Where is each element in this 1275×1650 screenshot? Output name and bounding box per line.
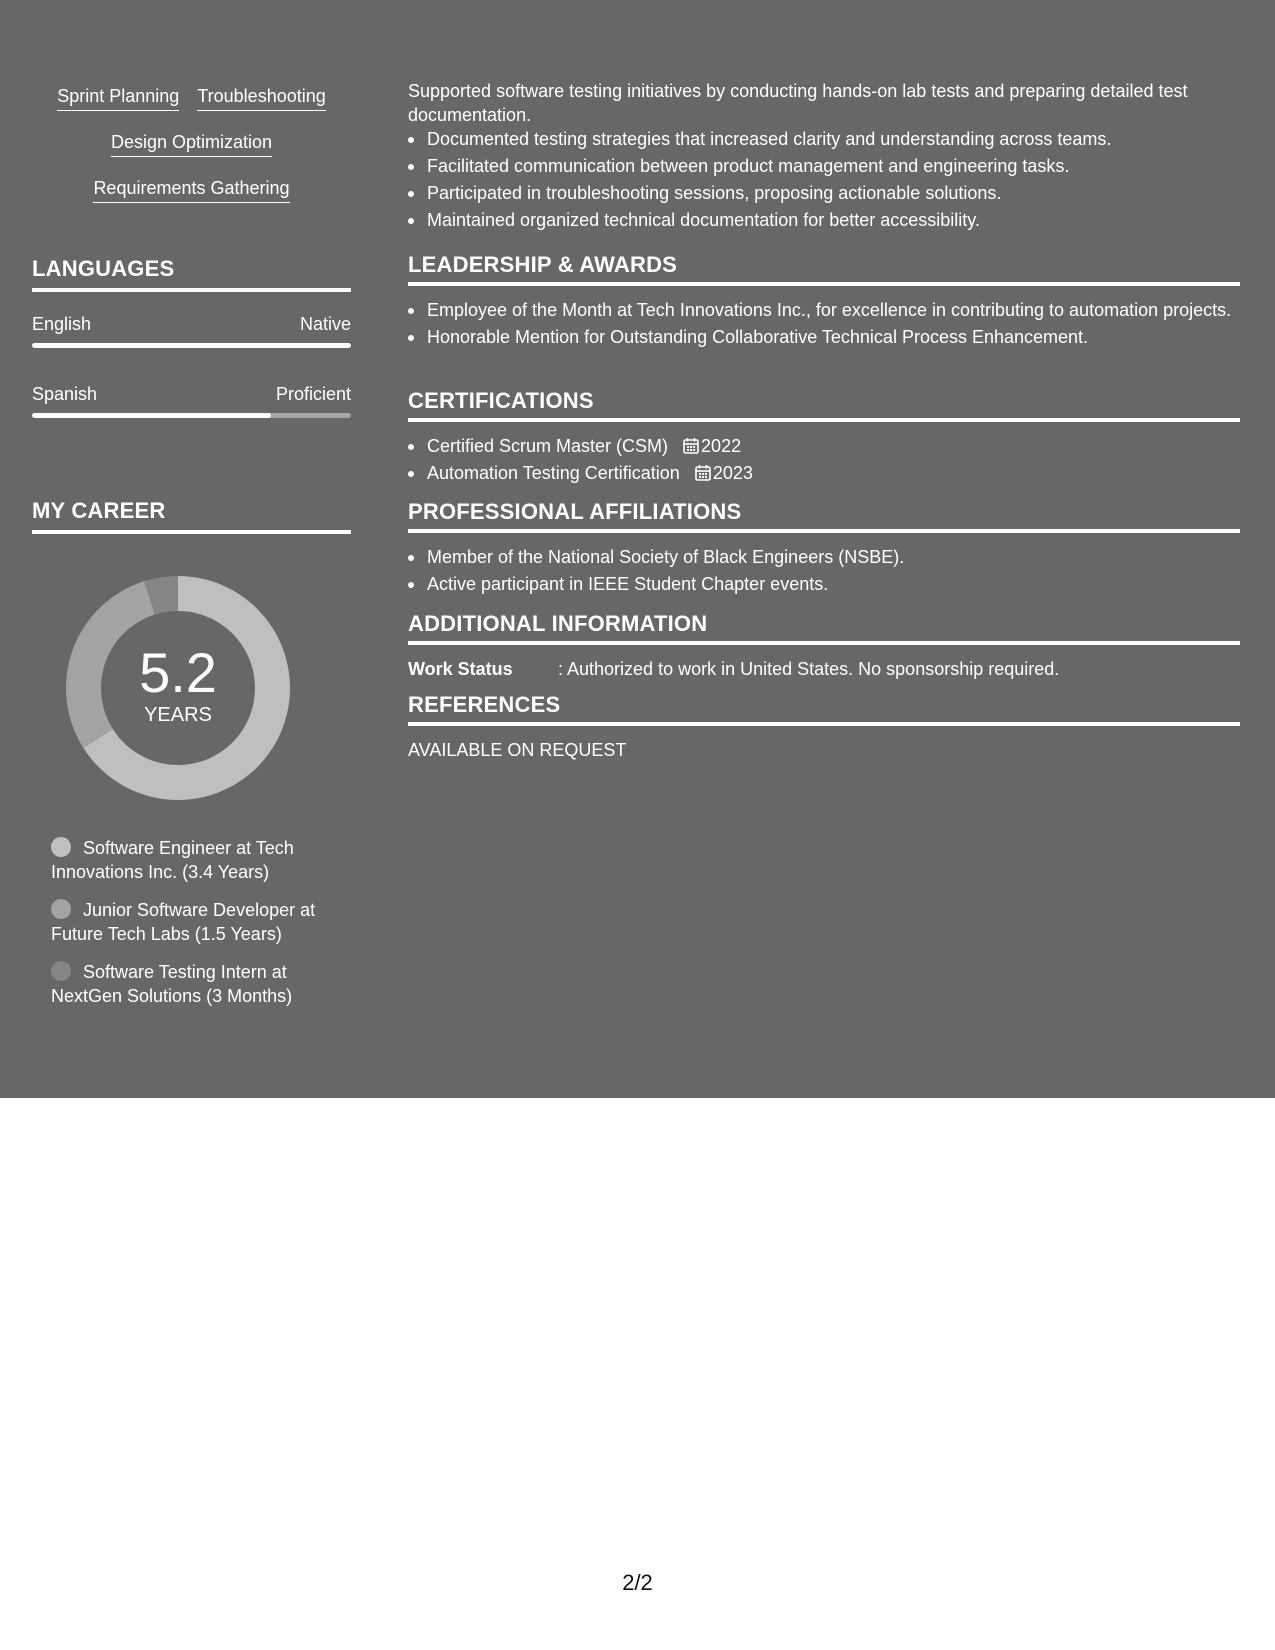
leadership-item: Honorable Mention for Outstanding Collaborative Technical Process Enhancement. [408, 325, 1240, 349]
section-divider [32, 288, 351, 292]
certification-year: 2023 [712, 463, 753, 483]
language-name: English [32, 314, 92, 334]
references-title: REFERENCES [408, 692, 561, 717]
skill-tag: Sprint Planning [57, 86, 179, 111]
certifications-title: CERTIFICATIONS [408, 388, 594, 413]
section-divider [32, 530, 351, 534]
certification-name: Automation Testing Certification [427, 463, 680, 483]
language-level: Native [299, 314, 351, 334]
career-title: MY CAREER [32, 498, 166, 523]
language-proficiency-bar [32, 413, 351, 418]
experience-bullet: Facilitated communication between product management and engineering tasks. [408, 154, 1240, 178]
legend-dot-icon [51, 837, 71, 857]
affiliations-section [408, 499, 1240, 599]
skills-row [32, 132, 351, 157]
section-divider [408, 282, 1240, 286]
experience-continuation [408, 79, 1240, 235]
experience-bullets [408, 127, 1240, 232]
career-legend-label: Software Testing Intern at NextGen Solutions (3 Months) [51, 962, 293, 1006]
calendar-icon [695, 464, 711, 481]
certification-item [408, 434, 1240, 458]
career-donut-center [66, 576, 290, 800]
languages-section-header [32, 256, 351, 292]
career-section-header [32, 498, 351, 534]
references-text: AVAILABLE ON REQUEST [408, 740, 627, 760]
section-divider [408, 722, 1240, 726]
leadership-title: LEADERSHIP & AWARDS [408, 252, 678, 277]
skills-tags [32, 86, 351, 224]
leadership-item: Employee of the Month at Tech Innovations Inc., for excellence in contributing to automation projects. [408, 298, 1240, 322]
skill-tag: Design Optimization [111, 132, 272, 157]
section-divider [408, 641, 1240, 645]
affiliation-item: Member of the National Society of Black Engineers (NSBE). [408, 545, 1240, 569]
certification-name: Certified Scrum Master (CSM) [427, 436, 669, 456]
career-total-years: 5.2 [139, 641, 217, 704]
career-legend-label: Software Engineer at Tech Innovations Inc. (3.4 Years) [51, 838, 294, 882]
language-item-spanish [32, 383, 351, 418]
skills-row [32, 178, 351, 203]
career-legend-item [51, 898, 341, 946]
skill-tag: Requirements Gathering [93, 178, 289, 203]
certification-item [408, 461, 1240, 485]
career-legend [51, 836, 341, 1022]
languages-title: LANGUAGES [32, 256, 175, 281]
language-proficiency-fill [32, 413, 271, 418]
section-divider [408, 418, 1240, 422]
career-legend-item [51, 960, 341, 1008]
references-section [408, 692, 1240, 762]
calendar-icon [683, 437, 699, 454]
leadership-section [408, 252, 1240, 352]
career-legend-item [51, 836, 341, 884]
experience-bullet: Participated in troubleshooting sessions, proposing actionable solutions. [408, 181, 1240, 205]
certification-year: 2022 [701, 436, 742, 456]
language-proficiency-bar [32, 343, 351, 348]
language-proficiency-fill [32, 343, 351, 348]
additional-info-title: ADDITIONAL INFORMATION [408, 611, 708, 636]
certifications-section [408, 388, 1240, 488]
career-total-unit: YEARS [144, 704, 212, 726]
skills-row [32, 86, 351, 111]
skill-tag: Troubleshooting [197, 86, 325, 111]
additional-info-section [408, 611, 1240, 681]
section-divider [408, 529, 1240, 533]
affiliations-title: PROFESSIONAL AFFILIATIONS [408, 499, 742, 524]
work-status-label: Work Status [408, 659, 513, 679]
experience-bullet: Documented testing strategies that increased clarity and understanding across teams. [408, 127, 1240, 151]
affiliation-item: Active participant in IEEE Student Chapter events. [408, 572, 1240, 596]
page-number: 2/2 [622, 1570, 653, 1595]
language-item-english [32, 313, 351, 348]
legend-dot-icon [51, 899, 71, 919]
experience-bullet: Maintained organized technical documentation for better accessibility. [408, 208, 1240, 232]
language-name: Spanish [32, 384, 98, 404]
work-status-value: : Authorized to work in United States. No sponsorship required. [558, 659, 1060, 679]
experience-summary: Supported software testing initiatives by conducting hands-on lab tests and preparing detailed test documentation. [408, 81, 1188, 125]
career-legend-label: Junior Software Developer at Future Tech Labs (1.5 Years) [51, 900, 316, 944]
language-level: Proficient [275, 384, 351, 404]
legend-dot-icon [51, 961, 71, 981]
work-status-row [408, 657, 1240, 681]
